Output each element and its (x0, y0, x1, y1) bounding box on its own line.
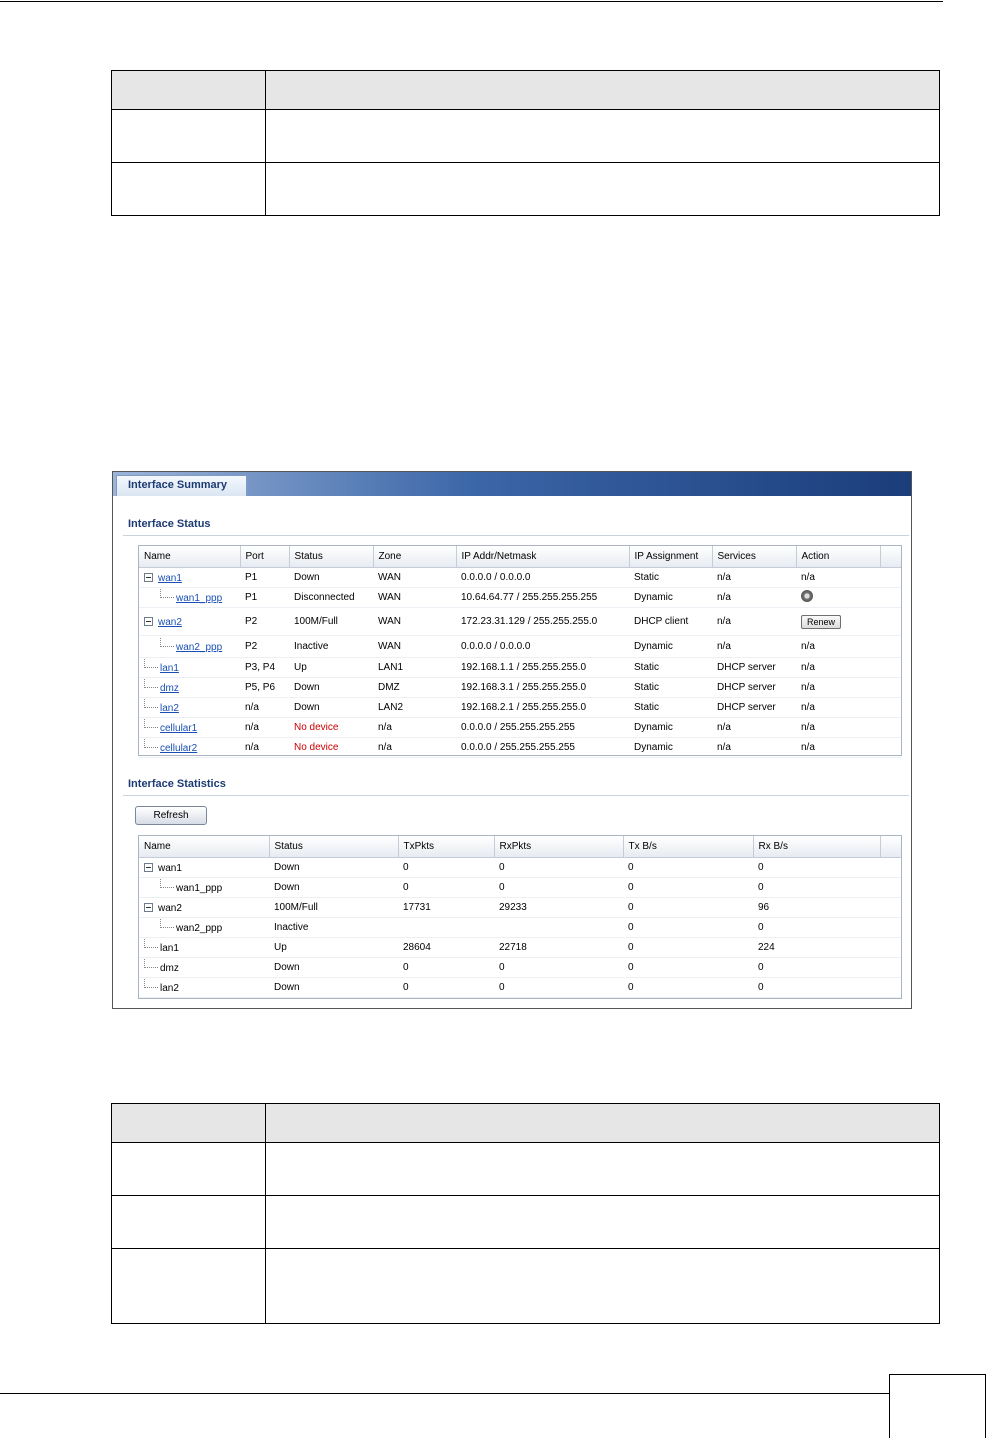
status-zone-cell: WAN (373, 608, 456, 636)
stats-status-cell: Up (269, 938, 398, 958)
section-divider (123, 535, 909, 536)
renew-button[interactable]: Renew (801, 615, 841, 629)
status-assignment-cell: DHCP client (629, 608, 712, 636)
status-row (139, 568, 901, 588)
stats-row-filler (880, 898, 901, 918)
page-number-box (889, 1374, 986, 1438)
stats-row-filler (880, 858, 901, 878)
status-services-cell: DHCP server (712, 658, 796, 678)
top-doc-table-cell (266, 110, 940, 163)
status-action-text: n/a (801, 702, 815, 713)
status-port-cell: P3, P4 (240, 658, 289, 678)
stats-txpkts-cell: 0 (398, 878, 494, 898)
refresh-button[interactable]: Refresh (135, 806, 207, 825)
stats-row-filler (880, 918, 901, 938)
top-doc-table-cell (112, 163, 266, 216)
status-services-cell: n/a (712, 588, 796, 608)
status-port-cell: P2 (240, 608, 289, 636)
status-name-cell (139, 698, 240, 718)
bottom-doc-table-cell (112, 1196, 266, 1249)
status-status-cell: Up (289, 658, 373, 678)
tree-branch-icon (144, 659, 158, 668)
stats-col-filler (880, 836, 901, 858)
status-action-cell (796, 608, 880, 636)
stats-row-filler (880, 978, 901, 998)
stats-txpkts-cell: 0 (398, 858, 494, 878)
stats-rxbs-cell: 0 (753, 858, 880, 878)
stats-name-cell (139, 938, 269, 958)
stats-name-text: dmz (160, 962, 179, 974)
status-row (139, 738, 901, 758)
tree-branch-icon (144, 719, 158, 728)
status-col-header[interactable]: Status (289, 546, 373, 568)
status-assignment-cell: Static (629, 568, 712, 588)
status-status-cell: Down (289, 698, 373, 718)
stats-status-cell: Down (269, 958, 398, 978)
tree-branch-icon (144, 699, 158, 708)
stats-txpkts-cell: 17731 (398, 898, 494, 918)
collapse-icon[interactable] (144, 573, 153, 582)
status-ip-cell: 172.23.31.129 / 255.255.255.0 (456, 608, 629, 636)
status-action-cell (796, 588, 880, 608)
stats-txbs-cell: 0 (623, 938, 753, 958)
status-services-cell: DHCP server (712, 678, 796, 698)
stats-row (139, 898, 901, 918)
status-row (139, 608, 901, 636)
status-services-cell: n/a (712, 718, 796, 738)
status-port-cell: n/a (240, 718, 289, 738)
stats-rxpkts-cell: 0 (494, 958, 623, 978)
status-action-text: n/a (801, 722, 815, 733)
stats-rxpkts-cell: 0 (494, 978, 623, 998)
status-services-cell: n/a (712, 636, 796, 658)
stats-col-header[interactable]: Tx B/s (623, 836, 753, 858)
status-col-header[interactable]: Services (712, 546, 796, 568)
stats-rxbs-cell: 0 (753, 878, 880, 898)
status-ip-cell: 0.0.0.0 / 255.255.255.255 (456, 718, 629, 738)
status-assignment-cell: Static (629, 658, 712, 678)
status-row (139, 698, 901, 718)
stats-name-text: wan1 (158, 862, 182, 874)
status-ip-cell: 0.0.0.0 / 0.0.0.0 (456, 636, 629, 658)
interface-link[interactable]: wan1 (158, 572, 182, 584)
status-row-filler (880, 568, 901, 588)
status-row-filler (880, 678, 901, 698)
tree-branch-icon (144, 959, 158, 968)
status-name-cell (139, 678, 240, 698)
stats-name-cell (139, 978, 269, 998)
status-col-filler (880, 546, 901, 568)
stats-status-cell: Down (269, 878, 398, 898)
stats-status-cell: Down (269, 858, 398, 878)
status-name-cell (139, 718, 240, 738)
status-assignment-cell: Static (629, 698, 712, 718)
stats-rxbs-cell: 0 (753, 978, 880, 998)
status-action-cell (796, 738, 880, 758)
status-action-text: n/a (801, 641, 815, 652)
status-name-cell (139, 636, 240, 658)
bottom-doc-table-cell (266, 1143, 940, 1196)
interface-status-table (138, 545, 902, 756)
stats-name-cell (139, 878, 269, 898)
status-action-text: n/a (801, 572, 815, 583)
status-zone-cell: LAN1 (373, 658, 456, 678)
bottom-doc-table-cell (112, 1249, 266, 1324)
tab-bar (113, 472, 911, 496)
collapse-icon[interactable] (144, 863, 153, 872)
interface-statistics-table (138, 835, 902, 999)
stats-row (139, 878, 901, 898)
connect-icon[interactable] (801, 590, 813, 602)
stats-txbs-cell: 0 (623, 858, 753, 878)
stats-row (139, 978, 901, 998)
status-col-header[interactable]: IP Addr/Netmask (456, 546, 629, 568)
status-zone-cell: n/a (373, 738, 456, 758)
stats-name-cell (139, 958, 269, 978)
stats-status-cell: Inactive (269, 918, 398, 938)
stats-rxbs-cell: 96 (753, 898, 880, 918)
status-col-header[interactable]: Name (139, 546, 240, 568)
interface-link[interactable]: wan2_ppp (176, 641, 223, 653)
stats-txbs-cell: 0 (623, 878, 753, 898)
status-col-header[interactable]: Action (796, 546, 880, 568)
status-zone-cell: n/a (373, 718, 456, 738)
interface-summary-screen (112, 471, 912, 1009)
status-row-filler (880, 588, 901, 608)
status-zone-cell: WAN (373, 588, 456, 608)
stats-rxpkts-cell: 0 (494, 878, 623, 898)
status-action-cell (796, 636, 880, 658)
tree-branch-icon (144, 679, 158, 688)
interface-link[interactable]: wan1_ppp (176, 592, 223, 604)
status-assignment-cell: Dynamic (629, 718, 712, 738)
stats-txpkts-cell: 28604 (398, 938, 494, 958)
status-port-cell: n/a (240, 698, 289, 718)
status-col-header[interactable]: Zone (373, 546, 456, 568)
interface-status-title: Interface Status (128, 518, 211, 530)
status-status-cell: No device (289, 738, 373, 758)
stats-rxbs-cell: 0 (753, 918, 880, 938)
status-name-cell (139, 658, 240, 678)
status-ip-cell: 192.168.3.1 / 255.255.255.0 (456, 678, 629, 698)
stats-txpkts-cell: 0 (398, 958, 494, 978)
top-doc-table-cell (112, 110, 266, 163)
tree-branch-icon (144, 979, 158, 988)
status-status-cell: Down (289, 678, 373, 698)
status-col-header[interactable]: Port (240, 546, 289, 568)
stats-txpkts-cell (398, 918, 494, 938)
top-doc-table-cell (266, 163, 940, 216)
status-ip-cell: 10.64.64.77 / 255.255.255.255 (456, 588, 629, 608)
header-rule (0, 1, 943, 2)
status-zone-cell: LAN2 (373, 698, 456, 718)
status-zone-cell: DMZ (373, 678, 456, 698)
interface-link[interactable]: cellular2 (160, 742, 198, 754)
interface-link[interactable]: dmz (160, 682, 179, 694)
stats-name-cell (139, 858, 269, 878)
status-status-cell: 100M/Full (289, 608, 373, 636)
stats-rxpkts-cell: 22718 (494, 938, 623, 958)
status-ip-cell: 0.0.0.0 / 255.255.255.255 (456, 738, 629, 758)
status-port-cell: P1 (240, 588, 289, 608)
bottom-doc-table-cell (266, 1249, 940, 1324)
tree-branch-icon (160, 638, 174, 647)
status-row-filler (880, 718, 901, 738)
status-port-cell: n/a (240, 738, 289, 758)
status-action-text: n/a (801, 742, 815, 753)
status-services-cell: DHCP server (712, 698, 796, 718)
status-status-cell: Down (289, 568, 373, 588)
bottom-doc-table (111, 1103, 940, 1324)
stats-txbs-cell: 0 (623, 958, 753, 978)
interface-link[interactable]: lan2 (160, 702, 179, 714)
status-services-cell: n/a (712, 738, 796, 758)
stats-name-text: lan2 (160, 982, 179, 994)
tree-branch-icon (160, 589, 174, 598)
stats-txpkts-cell: 0 (398, 978, 494, 998)
status-status-cell: No device (289, 718, 373, 738)
tab-interface-summary[interactable]: Interface Summary (116, 475, 247, 496)
status-services-cell: n/a (712, 568, 796, 588)
stats-row-filler (880, 938, 901, 958)
stats-rxpkts-cell: 0 (494, 858, 623, 878)
status-zone-cell: WAN (373, 568, 456, 588)
status-action-cell (796, 698, 880, 718)
section-divider (123, 795, 909, 796)
status-assignment-cell: Dynamic (629, 738, 712, 758)
status-port-cell: P2 (240, 636, 289, 658)
bottom-doc-table-cell (266, 1196, 940, 1249)
status-row (139, 678, 901, 698)
status-name-cell (139, 568, 240, 588)
status-row-filler (880, 608, 901, 636)
top-doc-table (111, 70, 940, 216)
stats-txbs-cell: 0 (623, 918, 753, 938)
stats-rxpkts-cell: 29233 (494, 898, 623, 918)
status-status-cell: Disconnected (289, 588, 373, 608)
status-row (139, 718, 901, 738)
status-name-cell (139, 738, 240, 758)
status-assignment-cell: Static (629, 678, 712, 698)
stats-name-cell (139, 918, 269, 938)
interface-link[interactable]: lan1 (160, 662, 179, 674)
status-row-filler (880, 658, 901, 678)
stats-col-header[interactable]: RxPkts (494, 836, 623, 858)
stats-status-cell: 100M/Full (269, 898, 398, 918)
collapse-icon[interactable] (144, 903, 153, 912)
interface-link[interactable]: cellular1 (160, 722, 198, 734)
bottom-doc-table-cell (112, 1143, 266, 1196)
status-ip-cell: 192.168.2.1 / 255.255.255.0 (456, 698, 629, 718)
stats-name-text: wan1_ppp (176, 882, 223, 894)
status-services-cell: n/a (712, 608, 796, 636)
status-row (139, 636, 901, 658)
collapse-icon[interactable] (144, 617, 153, 626)
stats-name-cell (139, 898, 269, 918)
status-name-cell (139, 608, 240, 636)
stats-name-text: wan2 (158, 902, 182, 914)
status-action-cell (796, 568, 880, 588)
footer-rule (0, 1393, 889, 1394)
status-action-cell (796, 658, 880, 678)
stats-name-text: wan2_ppp (176, 922, 223, 934)
status-assignment-cell: Dynamic (629, 636, 712, 658)
stats-name-text: lan1 (160, 942, 179, 954)
stats-txbs-cell: 0 (623, 978, 753, 998)
status-ip-cell: 0.0.0.0 / 0.0.0.0 (456, 568, 629, 588)
status-port-cell: P5, P6 (240, 678, 289, 698)
status-row (139, 658, 901, 678)
status-col-header[interactable]: IP Assignment (629, 546, 712, 568)
status-status-cell: Inactive (289, 636, 373, 658)
status-row-filler (880, 636, 901, 658)
tree-branch-icon (160, 919, 174, 928)
stats-row (139, 858, 901, 878)
status-action-text: n/a (801, 662, 815, 673)
status-name-cell (139, 588, 240, 608)
tree-branch-icon (160, 879, 174, 888)
tree-branch-icon (144, 939, 158, 948)
stats-col-header[interactable]: Status (269, 836, 398, 858)
stats-row (139, 918, 901, 938)
stats-col-header[interactable]: Rx B/s (753, 836, 880, 858)
status-ip-cell: 192.168.1.1 / 255.255.255.0 (456, 658, 629, 678)
stats-status-cell: Down (269, 978, 398, 998)
stats-col-header[interactable]: Name (139, 836, 269, 858)
status-assignment-cell: Dynamic (629, 588, 712, 608)
interface-link[interactable]: wan2 (158, 616, 182, 628)
status-row-filler (880, 698, 901, 718)
stats-row (139, 938, 901, 958)
stats-col-header[interactable]: TxPkts (398, 836, 494, 858)
interface-statistics-title: Interface Statistics (128, 778, 226, 790)
stats-txbs-cell: 0 (623, 898, 753, 918)
status-row-filler (880, 738, 901, 758)
tree-branch-icon (144, 739, 158, 748)
stats-row-filler (880, 878, 901, 898)
status-zone-cell: WAN (373, 636, 456, 658)
stats-row (139, 958, 901, 978)
status-action-cell (796, 718, 880, 738)
status-action-cell (796, 678, 880, 698)
bottom-doc-table-header-label (112, 1104, 266, 1143)
stats-rxbs-cell: 0 (753, 958, 880, 978)
bottom-doc-table-header-description (266, 1104, 940, 1143)
stats-rxbs-cell: 224 (753, 938, 880, 958)
status-row (139, 588, 901, 608)
status-action-text: n/a (801, 682, 815, 693)
stats-rxpkts-cell (494, 918, 623, 938)
stats-row-filler (880, 958, 901, 978)
top-doc-table-header-description (266, 71, 940, 110)
status-port-cell: P1 (240, 568, 289, 588)
top-doc-table-header-label (112, 71, 266, 110)
